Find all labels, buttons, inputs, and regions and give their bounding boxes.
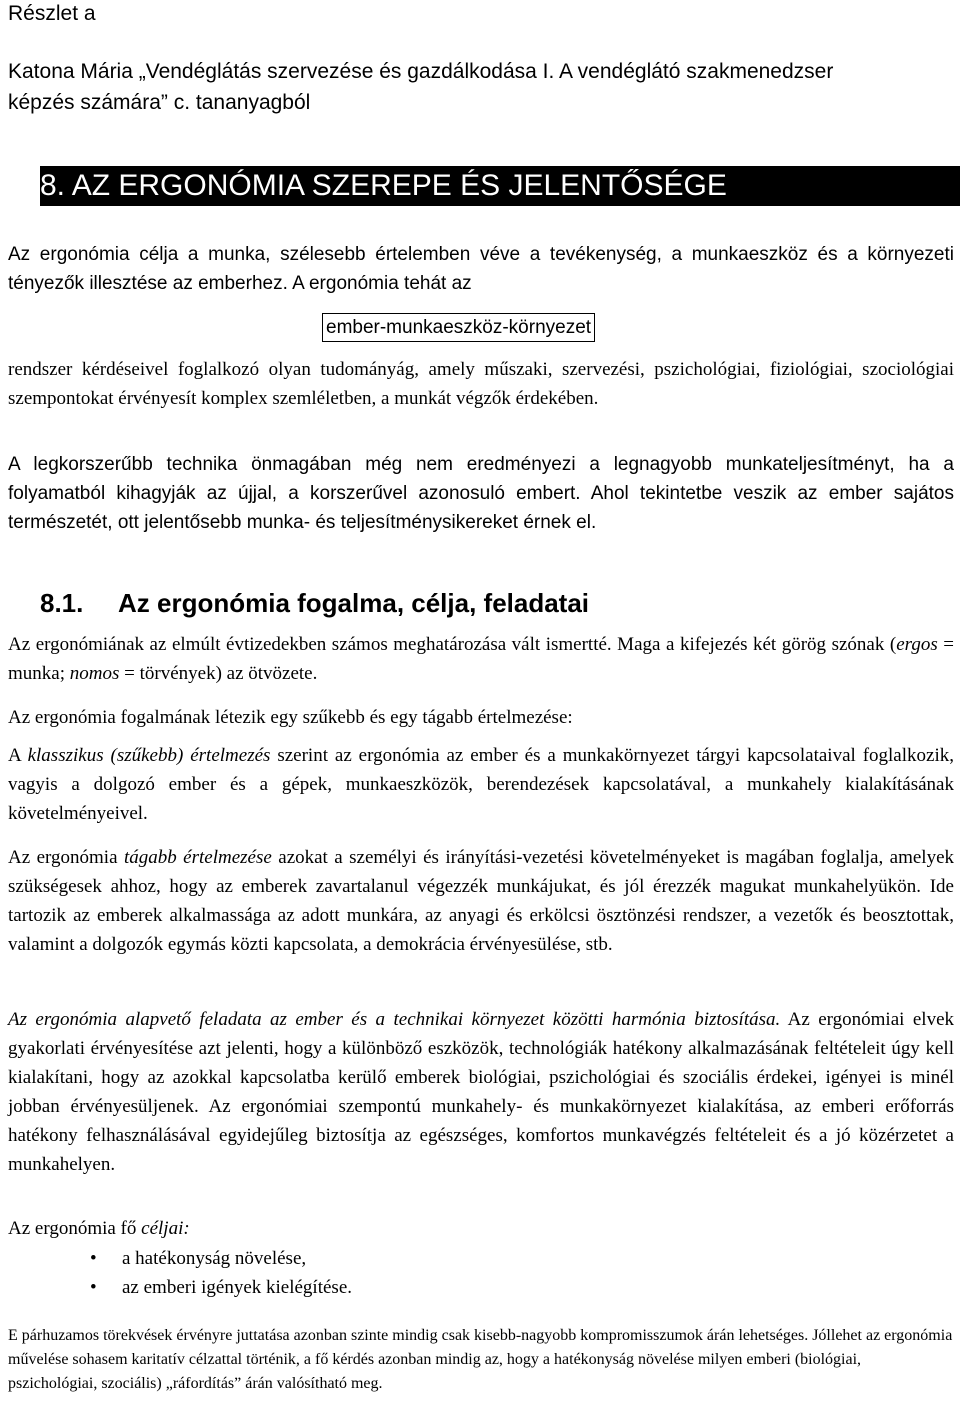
intro-text-1: Az ergonómia célja a munka, szélesebb értelemben véve a tevékenység, a munkaeszköz és a környezeti tényezők illesztése az emberhez. A ergonómia tehát az [8, 244, 954, 294]
bullet-icon: • [90, 1248, 97, 1269]
definition-middle: = munka; [8, 634, 954, 684]
source-line-1: Katona Mária „Vendéglátás szervezése és gazdálkodása I. A vendéglátó szakmenedzser [8, 60, 834, 83]
intro-paragraph-2 [8, 355, 954, 413]
boxed-term: ember-munkaeszköz-környezet [322, 313, 595, 342]
bullet-icon: • [90, 1277, 97, 1298]
goals-intro: Az ergonómia fő céljai: [8, 1218, 190, 1239]
concept-line: Az ergonómia fogalmának létezik egy szűkebb és egy tágabb értelmezése: [8, 707, 573, 728]
task-statement: Az ergonómia alapvető feladata az ember és a technikai környezet közötti harmónia biztosítása. [8, 1009, 781, 1030]
intro-text-2: rendszer kérdéseivel foglalkozó olyan tudományág, amely műszaki, szervezési, pszichológiai, fiziológiai, szociológiai szempontokat érvényesít komplex szemléletben, a munkát végzők érdekében. [8, 359, 954, 409]
definition-before: Az ergonómiának az elmúlt évtizedekben számos meghatározása vált ismertté. Maga a kifejezés két görög szónak ( [8, 634, 897, 655]
intro-text-3: A legkorszerűbb technika önmagában még nem eredményezi a legnagyobb munkateljesítményt, ha a folyamatból kihagyják az újjal, a korszerűvel azonosuló embert. Ahol tekintetbe veszik az ember sajátos természetét, ott jelentősebb munka- és teljesítménysikereket érnek el. [8, 454, 954, 533]
definition-after: = törvények) az ötvözete. [119, 663, 318, 684]
term-nomos: nomos [69, 663, 120, 684]
section-title: Az ergonómia fogalma, célja, feladatai [118, 588, 590, 618]
excerpt-label: Részlet a [8, 2, 96, 25]
broad-term: tágabb értelmezése [123, 847, 272, 868]
task-paragraph: Az ergonómia alapvető feladata az ember és a technikai környezet közötti harmónia biztosítása. Az ergonómiai elvek gyakorlati érvényesítése azt jelenti, hogy a különböző eszközök, technológiák hatékony alkalmazásának feltételeit úgy kell kialakítani, hogy az azokkal kapcsolatba kerülő emberek biológiai, pszichológiai és szociális érdekei, igényei is minél jobban érvényesüljenek. Az ergonómiai szempontú munkahely- és munkakörnyezet kialakítása, az emberi erőforrás hatékony felhasználásával egyidejűleg biztosítja az egészséges, komfortos munkavégzés feltételeit és a jó közérzetet a munkahelyen. [8, 1009, 955, 1175]
term-ergos: ergos [896, 634, 938, 655]
source-line-2: képzés számára” c. tananyagból [8, 91, 311, 114]
list-item: • a hatékonyság növelése, [8, 1244, 908, 1273]
broad-paragraph: Az ergonómia tágabb értelmezése azokat a személyi és irányítási-vezetési követelményeket is magában foglalja, amelyek szükségesek ahhoz, hogy az emberek zavartalanul végezzék munkájukat, és jól érezzék magukat munkahelyükön. Ide tartozik az emberek alkalmassága az adott munkára, az anyagi és erkölcsi ösztönzési rendszer, a vezetők és beosztottak, valamint a dolgozók egymás közti kapcsolata, a demokrácia érvényesülése, stb. [8, 847, 954, 955]
classic-term: klasszikus (szűkebb) értelmezés [27, 745, 271, 766]
list-item: • az emberi igények kielégítése. [8, 1273, 908, 1302]
definition-paragraph [8, 630, 954, 688]
goals-list [8, 1244, 908, 1302]
intro-paragraph-3 [8, 450, 954, 537]
footnote-paragraph: E párhuzamos törekvések érvényre juttatása azonban szinte mindig csak kisebb-nagyobb kompromisszumok árán lehetséges. Jóllehet az ergonómia művelése sohasem karitatív célzattal történik, a fő kérdés azonban mindig az, hogy a hatékonyság növelése milyen emberi (biológiai, pszichológiai, szociális) „ráfordítás” árán valósítható meg. [8, 1327, 953, 1392]
intro-paragraph-1 [8, 240, 954, 298]
section-number: 8.1. [40, 588, 84, 618]
source-citation [8, 56, 908, 118]
chapter-title: 8. AZ ERGONÓMIA SZEREPE ÉS JELENTŐSÉGE [40, 169, 727, 202]
classic-paragraph: A klasszikus (szűkebb) értelmezés szerint az ergonómia az ember és a munkakörnyezet tárgyi kapcsolataival foglalkozik, vagyis a dolgozó ember és a gépek, munkaeszközök, berendezések kapcsolatával, a munkahely kialakításának követelményeivel. [8, 745, 954, 824]
